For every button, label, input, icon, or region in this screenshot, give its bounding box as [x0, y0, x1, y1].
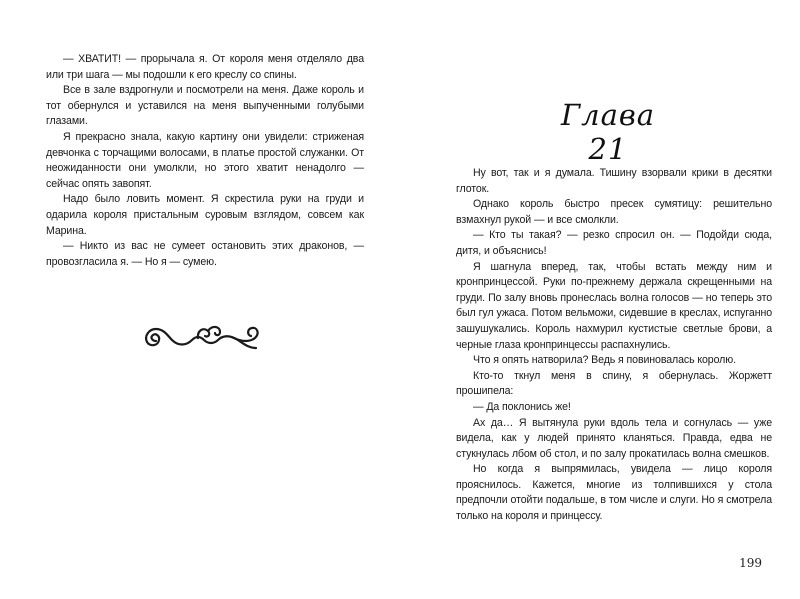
paragraph: — Никто из вас не сумеет остановить этих драконов, — провозгласила я. — Но я — сумею.: [46, 240, 364, 268]
paragraph: Я шагнула вперед, так, чтобы встать между ним и кронпринцессой. Руки по-прежнему держала скрещенными на груди. По залу вновь пронеслась волна голосов — но теперь это был гул ужаса. Потом вельможи, сидевшие в креслах, испуганно зашушукались. Король нахмурил кустистые светлые брови, а черные глаза кронпринцессы распахнулись.: [456, 260, 772, 351]
paragraph: Я прекрасно знала, какую картину они увидели: стриженая девчонка с торчащими волосами, в платье простой служанки. От неожиданности они умолкли, но этого хватит ненадолго — сейчас опять завопят.: [46, 130, 364, 190]
right-page-text: [456, 166, 772, 525]
flourish-ornament-icon: [142, 320, 268, 356]
paragraph: Кто-то ткнул меня в спину, я обернулась. Жоржетт прошипела:: [456, 369, 772, 398]
paragraph: Но когда я выпрямилась, увидела — лицо короля прояснилось. Кажется, многие из толпившихся у стола предпочли отойти подальше, в том числе и слуги. Но я смотрела только на короля и принцессу.: [456, 463, 772, 523]
paragraph: Надо было ловить момент. Я скрестила руки на груди и одарила короля пристальным суровым взглядом, совсем как Марина.: [46, 193, 364, 237]
paragraph: Что я опять натворила? Ведь я повиновалась королю.: [473, 354, 736, 367]
right-page: [400, 0, 800, 599]
page-number: 199: [739, 556, 762, 570]
paragraph: — Да поклонись же!: [473, 400, 571, 413]
paragraph: Однако король быстро пресек сумятицу: решительно взмахнул рукой — и все смолкли.: [456, 198, 772, 226]
left-page-text: [46, 52, 364, 270]
paragraph: Все в зале вздрогнули и посмотрели на меня. Даже король и тот обернулся и уставился на меня выпученными голубыми глазами.: [46, 84, 364, 128]
paragraph: Ах да… Я вытянула руки вдоль тела и согнулась — уже видела, как у людей принято кланяться. Правда, едва не стукнулась лбом об стол, и по залу прокатилась волна смешков.: [456, 416, 772, 460]
paragraph: Ну вот, так и я думала. Тишину взорвали крики в десятки глоток.: [456, 167, 772, 195]
chapter-title: Глава 21: [560, 98, 656, 166]
paragraph: — Кто ты такая? — резко спросил он. — Подойди сюда, дитя, и объяснись!: [456, 229, 772, 257]
paragraph: — ХВАТИТ! — прорычала я. От короля меня отделяло два или три шага — мы подошли к его креслу со спины.: [46, 53, 364, 81]
